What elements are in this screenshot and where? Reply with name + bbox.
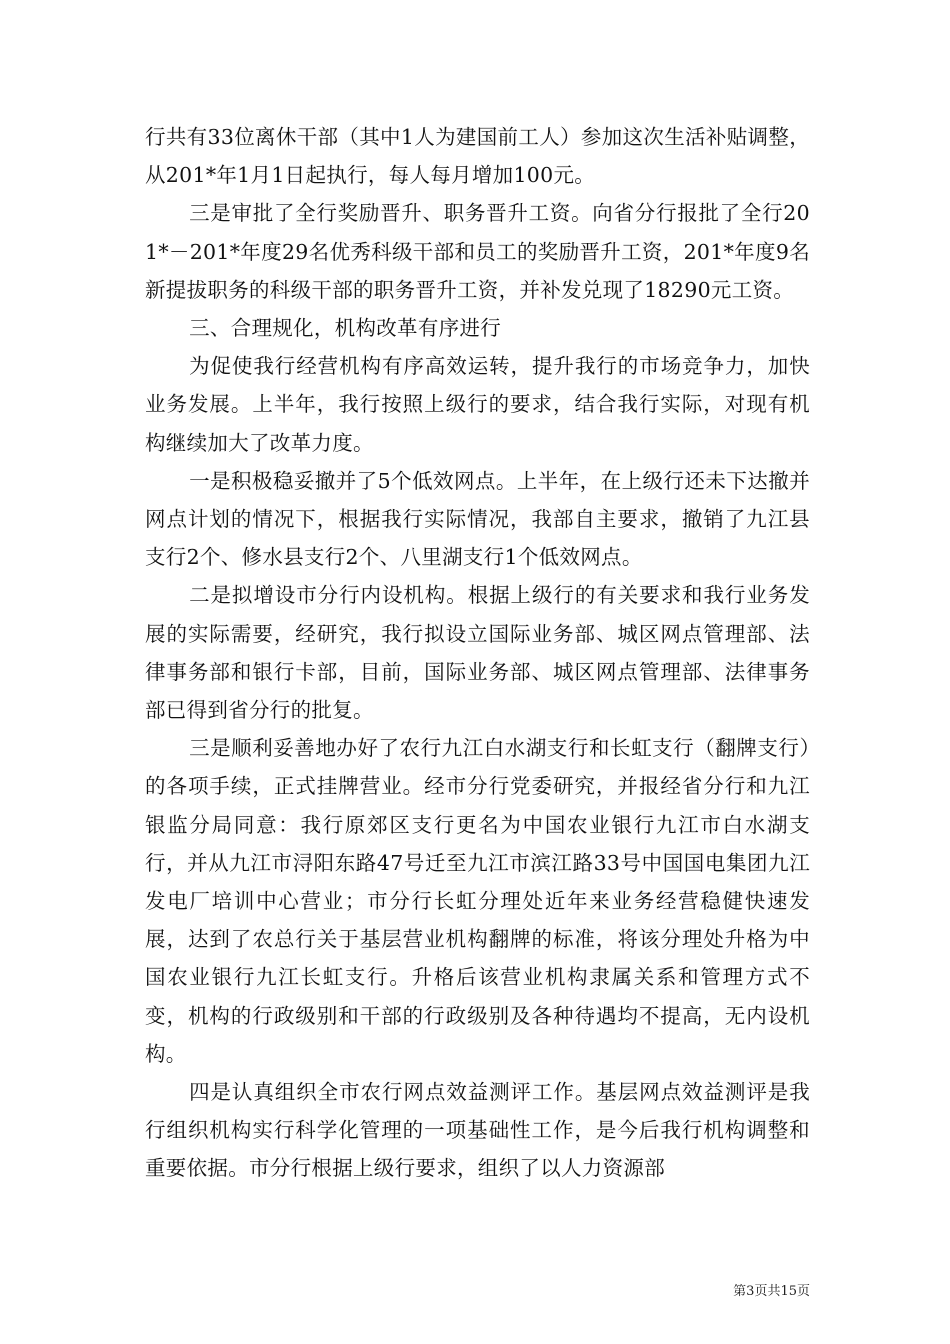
paragraph-continuation: 行共有33位离休干部（其中1人为建国前工人）参加这次生活补贴调整，从201*年1月1日起执行，每人每月增加100元。 <box>145 125 810 188</box>
page-number: 第3页共15页 <box>733 1284 810 1299</box>
section-heading-institution-reform: 三、合理规化，机构改革有序进行 <box>189 316 502 341</box>
paragraph-merge-outlets: 一是积极稳妥撤并了5个低效网点。上半年，在上级行还未下达撤并网点计划的情况下，根据我行实际情况，我部自主要求，撤销了九江县支行2个、修水县支行2个、八里湖支行1个低效网点。 <box>145 468 810 570</box>
paragraph-reform-intro: 为促使我行经营机构有序高效运转，提升我行的市场竞争力，加快业务发展。上半年，我行按照上级行的要求，结合我行实际，对现有机构继续加大了改革力度。 <box>145 354 810 455</box>
document-body <box>145 118 810 1188</box>
paragraph-new-departments: 二是拟增设市分行内设机构。根据上级行的有关要求和我行业务发展的实际需要，经研究，我行拟设立国际业务部、城区网点管理部、法律事务部和银行卡部，目前，国际业务部、城区网点管理部、法律事务部已得到省分行的批复。 <box>145 583 810 723</box>
paragraph-salary-promotion: 三是审批了全行奖励晋升、职务晋升工资。向省分行报批了全行201*－201*年度29名优秀科级干部和员工的奖励晋升工资，201*年度9名新提拔职务的科级干部的职务晋升工资，并补发兑现了18290元工资。 <box>145 201 810 302</box>
paragraph-branch-rebranding: 三是顺利妥善地办好了农行九江白水湖支行和长虹支行（翻牌支行）的各项手续，正式挂牌营业。经市分行党委研究，并报经省分行和九江银监分局同意：我行原郊区支行更名为中国农业银行九江市白水湖支行，并从九江市浔阳东路47号迁至九江市滨江路33号中国国电集团九江发电厂培训中心营业；市分行长虹分理处近年来业务经营稳健快速发展，达到了农总行关于基层营业机构翻牌的标准，将该分理处升格为中国农业银行九江长虹支行。升格后该营业机构隶属关系和管理方式不变，机构的行政级别和干部的行政级别及各种待遇均不提高，无内设机构。 <box>145 736 810 1066</box>
paragraph-outlet-evaluation: 四是认真组织全市农行网点效益测评工作。基层网点效益测评是我行组织机构实行科学化管理的一项基础性工作，是今后我行机构调整和重要依据。市分行根据上级行要求，组织了以人力资源部 <box>145 1080 810 1181</box>
